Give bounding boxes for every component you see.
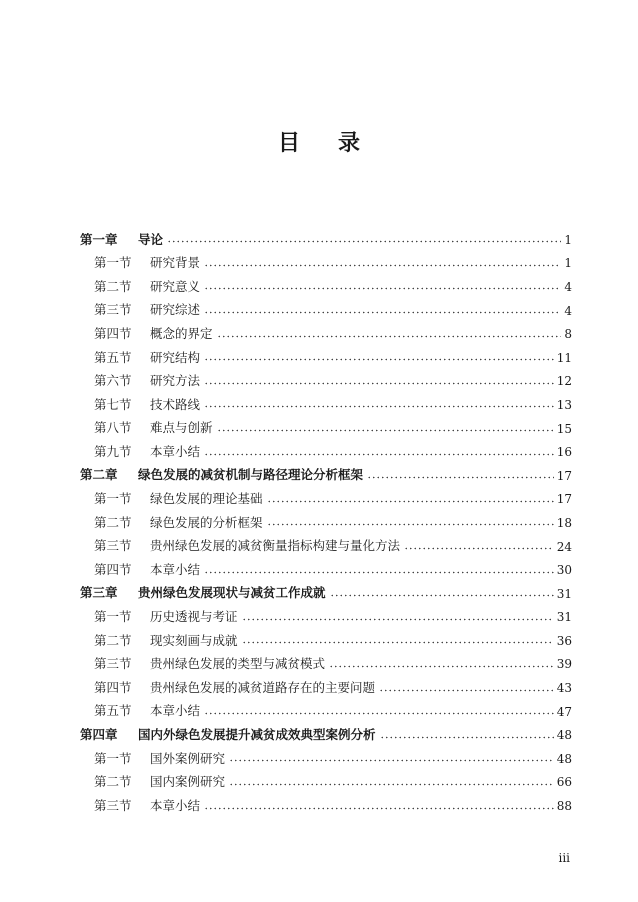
toc-section-entry[interactable]	[80, 370, 572, 394]
toc-entry-number: 第五节	[94, 703, 132, 719]
toc-dot-leader	[204, 571, 554, 574]
toc-section-entry[interactable]	[80, 629, 572, 653]
toc-entry-page: 16	[556, 445, 572, 460]
toc-dot-leader	[380, 736, 554, 739]
toc-dot-leader	[217, 429, 554, 432]
toc-entry-title: 研究方法	[150, 373, 201, 389]
toc-dot-leader	[379, 689, 554, 692]
toc-entry-title: 概念的界定	[150, 325, 213, 341]
toc-section-entry[interactable]	[80, 794, 572, 818]
title-char-2: 录	[338, 130, 361, 156]
toc-entry-page: 8	[564, 327, 572, 342]
toc-section-entry[interactable]	[80, 322, 572, 346]
toc-entry-number: 第二节	[94, 632, 132, 648]
toc-entry-title: 研究意义	[150, 278, 201, 294]
toc-entry-title: 绿色发展的分析框架	[150, 514, 263, 530]
toc-entry-number: 第六节	[94, 373, 132, 389]
toc-entry-page: 48	[556, 751, 572, 766]
toc-section-entry[interactable]	[80, 252, 572, 276]
toc-entry-page: 13	[556, 397, 572, 412]
toc-entry-number: 第一节	[94, 255, 132, 271]
toc-entry-page: 24	[556, 539, 572, 554]
toc-entry-page: 43	[556, 681, 572, 696]
toc-entry-number: 第四节	[94, 325, 132, 341]
toc-entry-number: 第三节	[94, 656, 132, 672]
toc-section-entry[interactable]	[80, 535, 572, 559]
toc-dot-leader	[229, 759, 554, 762]
toc-entry-title: 导论	[138, 231, 164, 247]
toc-entry-number: 第四节	[94, 561, 132, 577]
toc-entry-page: 11	[556, 350, 572, 365]
toc-entry-title: 贵州绿色发展的类型与减贫模式	[150, 656, 326, 672]
toc-entry-page: 4	[564, 279, 572, 294]
toc-dot-leader	[204, 311, 561, 314]
toc-dot-leader	[329, 665, 554, 668]
title-char-1: 目	[277, 130, 300, 156]
toc-section-entry[interactable]	[80, 771, 572, 795]
toc-entry-title: 绿色发展的理论基础	[150, 491, 263, 507]
toc-section-entry[interactable]	[80, 558, 572, 582]
toc-entry-page: 18	[556, 515, 572, 530]
toc-entry-number: 第八节	[94, 420, 132, 436]
toc-entry-number: 第二章	[80, 467, 118, 483]
toc-entry-title: 难点与创新	[150, 420, 213, 436]
toc-entry-number: 第五节	[94, 349, 132, 365]
toc-entry-title: 国内外绿色发展提升减贫成效典型案例分析	[138, 727, 376, 743]
toc-dot-leader	[204, 807, 554, 810]
toc-entry-title: 本章小结	[150, 703, 201, 719]
toc-section-entry[interactable]	[80, 747, 572, 771]
toc-section-entry[interactable]	[80, 676, 572, 700]
toc-dot-leader	[367, 476, 554, 479]
toc-dot-leader	[242, 641, 554, 644]
toc-entry-page: 31	[556, 610, 572, 625]
toc-entry-number: 第三节	[94, 302, 132, 318]
toc-dot-leader	[242, 618, 554, 621]
toc-chapter-entry[interactable]	[80, 582, 572, 606]
toc-entry-number: 第一节	[94, 750, 132, 766]
toc-entry-number: 第二节	[94, 774, 132, 790]
toc-entry-page: 12	[556, 374, 572, 389]
toc-section-entry[interactable]	[80, 440, 572, 464]
page-title	[0, 126, 638, 157]
toc-entry-title: 研究背景	[150, 255, 201, 271]
toc-section-entry[interactable]	[80, 606, 572, 630]
toc-entry-number: 第一节	[94, 491, 132, 507]
toc-entry-title: 本章小结	[150, 797, 201, 813]
toc-section-entry[interactable]	[80, 346, 572, 370]
toc-entry-page: 1	[564, 232, 572, 247]
toc-entry-page: 31	[556, 586, 572, 601]
toc-entry-number: 第九节	[94, 443, 132, 459]
table-of-contents	[80, 228, 572, 818]
toc-dot-leader	[267, 523, 554, 526]
toc-section-entry[interactable]	[80, 393, 572, 417]
toc-entry-number: 第一章	[80, 231, 118, 247]
toc-entry-title: 现实刻画与成就	[150, 632, 238, 648]
toc-entry-number: 第七节	[94, 396, 132, 412]
toc-entry-number: 第三节	[94, 797, 132, 813]
toc-section-entry[interactable]	[80, 299, 572, 323]
toc-entry-number: 第四章	[80, 727, 118, 743]
toc-entry-page: 1	[564, 256, 572, 271]
toc-entry-title: 技术路线	[150, 396, 201, 412]
toc-section-entry[interactable]	[80, 417, 572, 441]
toc-entry-page: 4	[564, 303, 572, 318]
toc-entry-number: 第二节	[94, 278, 132, 294]
toc-entry-page: 47	[556, 704, 572, 719]
toc-dot-leader	[204, 453, 554, 456]
toc-entry-number: 第三章	[80, 585, 118, 601]
toc-entry-title: 本章小结	[150, 561, 201, 577]
toc-dot-leader	[204, 287, 561, 290]
toc-entry-title: 绿色发展的减贫机制与路径理论分析框架	[138, 467, 364, 483]
toc-entry-page: 30	[556, 563, 572, 578]
toc-entry-number: 第二节	[94, 514, 132, 530]
toc-dot-leader	[204, 712, 554, 715]
toc-dot-leader	[267, 500, 554, 503]
toc-entry-page: 36	[556, 633, 572, 648]
toc-entry-number: 第四节	[94, 679, 132, 695]
toc-dot-leader	[204, 382, 554, 385]
toc-entry-page: 15	[556, 421, 572, 436]
toc-entry-title: 研究综述	[150, 302, 201, 318]
toc-section-entry[interactable]	[80, 653, 572, 677]
toc-dot-leader	[217, 335, 561, 338]
toc-dot-leader	[204, 358, 554, 361]
toc-entry-number: 第三节	[94, 538, 132, 554]
toc-section-entry[interactable]	[80, 700, 572, 724]
toc-dot-leader	[404, 547, 554, 550]
toc-entry-page: 66	[556, 775, 572, 790]
toc-entry-title: 历史透视与考证	[150, 609, 238, 625]
toc-entry-page: 17	[556, 468, 572, 483]
toc-chapter-entry[interactable]	[80, 464, 572, 488]
toc-entry-title: 贵州绿色发展现状与减贫工作成就	[138, 585, 326, 601]
toc-entry-page: 39	[556, 657, 572, 672]
toc-chapter-entry[interactable]	[80, 228, 572, 252]
toc-dot-leader	[204, 264, 561, 267]
toc-dot-leader	[167, 240, 561, 243]
toc-entry-number: 第一节	[94, 609, 132, 625]
toc-entry-page: 48	[556, 728, 572, 743]
toc-entry-title: 贵州绿色发展的减贫道路存在的主要问题	[150, 679, 376, 695]
toc-entry-page: 17	[556, 492, 572, 507]
toc-entry-title: 本章小结	[150, 443, 201, 459]
toc-chapter-entry[interactable]	[80, 723, 572, 747]
toc-entry-page: 88	[556, 799, 572, 814]
toc-entry-title: 研究结构	[150, 349, 201, 365]
toc-entry-title: 国外案例研究	[150, 750, 226, 766]
toc-section-entry[interactable]	[80, 275, 572, 299]
toc-dot-leader	[229, 783, 554, 786]
toc-dot-leader	[204, 405, 554, 408]
toc-entry-title: 国内案例研究	[150, 774, 226, 790]
toc-section-entry[interactable]	[80, 488, 572, 512]
toc-dot-leader	[330, 594, 554, 597]
toc-entry-title: 贵州绿色发展的减贫衡量指标构建与量化方法	[150, 538, 401, 554]
toc-section-entry[interactable]	[80, 511, 572, 535]
page-number-folio: iii	[558, 851, 570, 865]
